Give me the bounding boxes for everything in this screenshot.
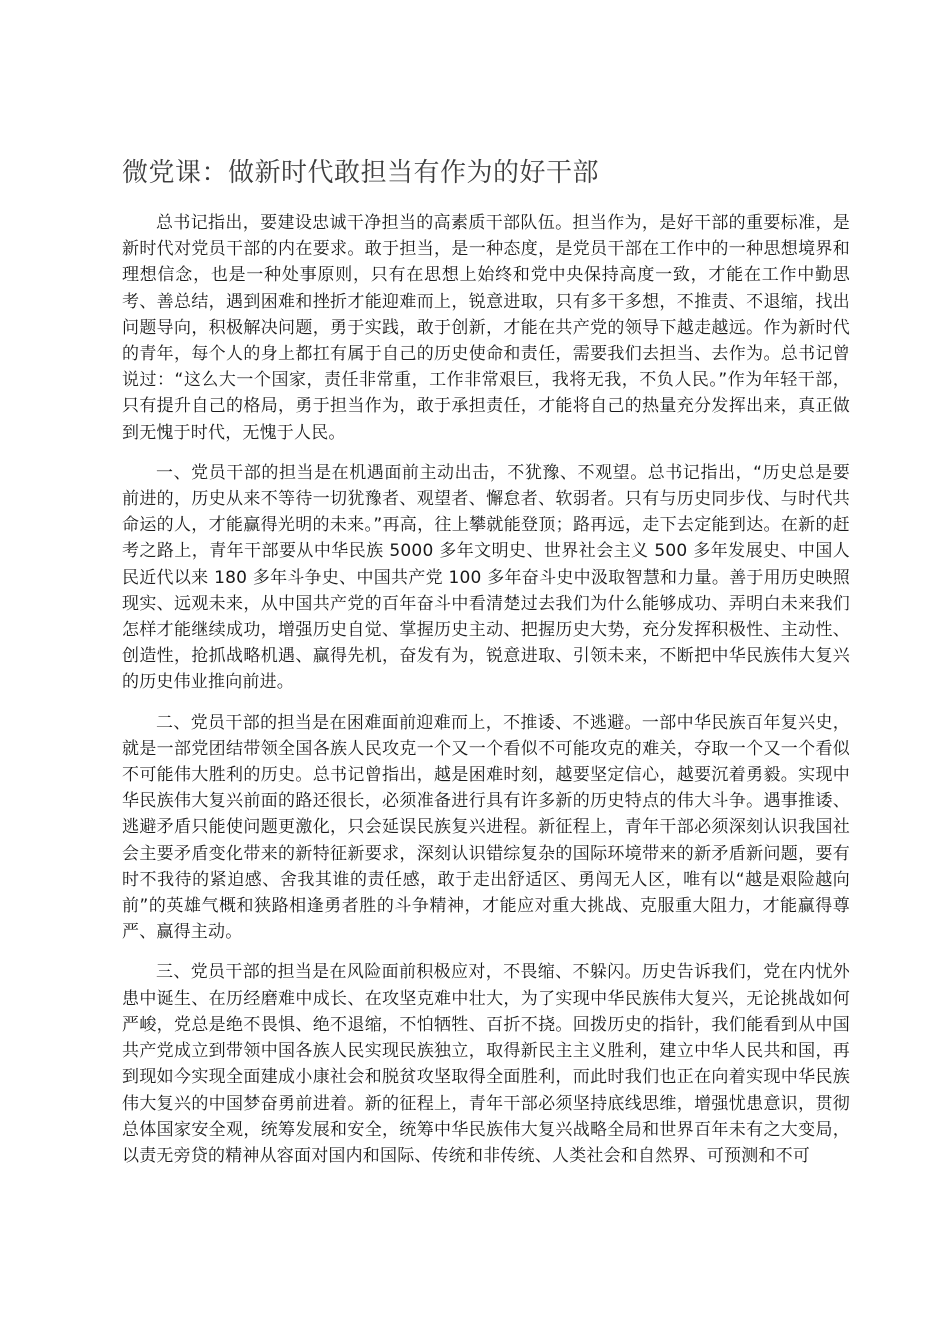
paragraph-section-two: 二、党员干部的担当是在困难面前迎难而上，不推诿、不逃避。一部中华民族百年复兴史，就是一部党团结带领全国各族人民攻克一个又一个看似不可能攻克的难关，夺取一个又一个看似不可能伟大胜利的历史。总书记曾指出，越是困难时刻，越要坚定信心，越要沉着勇毅。实现中华民族伟大复兴前面的路还很长，必须准备进行具有许多新的历史特点的伟大斗争。遇事推诿、逃避矛盾只能使问题更激化，只会延误民族复兴进程。新征程上，青年干部必须深刻认识我国社会主要矛盾变化带来的新特征新要求，深刻认识错综复杂的国际环境带来的新矛盾新问题，要有时不我待的紧迫感、舍我其谁的责任感，敢于走出舒适区、勇闯无人区，唯有以“越是艰险越向前”的英雄气概和狭路相逢勇者胜的斗争精神，才能应对重大挑战、克服重大阻力，才能赢得尊严、赢得主动。 [122,712,850,943]
document-title: 微党课：做新时代敢担当有作为的好干部 [122,158,600,188]
document-page [122,150,850,1169]
paragraph-intro: 总书记指出，要建设忠诚干净担当的高素质干部队伍。担当作为，是好干部的重要标准，是新时代对党员干部的内在要求。敢于担当，是一种态度，是党员干部在工作中的一种思想境界和理想信念，也是一种处事原则，只有在思想上始终和党中央保持高度一致，才能在工作中勤思考、善总结，遇到困难和挫折才能迎难而上，锐意进取，只有多干多想，不推责、不退缩，找出问题导向，积极解决问题，勇于实践，敢于创新，才能在共产党的领导下越走越远。作为新时代的青年，每个人的身上都扛有属于自己的历史使命和责任，需要我们去担当、去作为。总书记曾说过：“这么大一个国家，责任非常重，工作非常艰巨，我将无我，不负人民。”作为年轻干部，只有提升自己的格局，勇于担当作为，敢于承担责任，才能将自己的热量充分发挥出来，真正做到无愧于时代，无愧于人民。 [122,213,850,443]
paragraph-section-one: 一、党员干部的担当是在机遇面前主动出击，不犹豫、不观望。总书记指出，“历史总是要前进的，历史从来不等待一切犹豫者、观望者、懈怠者、软弱者。只有与历史同步伐、与时代共命运的人，才能赢得光明的未来。”再高，往上攀就能登顶；路再远，走下去定能到达。在新的赶考之路上，青年干部要从中华民族 5000 多年文明史、世界社会主义 500 多年发展史、中国人民近代以来 180 多年斗争史、中国共产党 100 多年奋斗史中汲取智慧和力量。善于用历史映照现实、远观未来，从中国共产党的百年奋斗中看清楚过去我们为什么能够成功、弄明白未来我们怎样才能继续成功，增强历史自觉、掌握历史主动、把握历史大势，充分发挥积极性、主动性、创造性，抢抓战略机遇、赢得先机，奋发有为，锐意进取、引领未来，不断把中华民族伟大复兴的历史伟业推向前进。 [122,462,850,693]
paragraph-section-three: 三、党员干部的担当是在风险面前积极应对，不畏缩、不躲闪。历史告诉我们，党在内忧外患中诞生、在历经磨难中成长、在攻坚克难中壮大，为了实现中华民族伟大复兴，无论挑战如何严峻，党总是绝不畏惧、绝不退缩，不怕牺牲、百折不挠。回拨历史的指针，我们能看到从中国共产党成立到带领中国各族人民实现民族独立，取得新民主主义胜利，建立中华人民共和国，再到现如今实现全面建成小康社会和脱贫攻坚取得全面胜利，而此时我们也正在向着实现中华民族伟大复兴的中国梦奋勇前进着。新的征程上，青年干部必须坚持底线思维，增强忧患意识，贯彻总体国家安全观，统筹发展和安全，统筹中华民族伟大复兴战略全局和世界百年未有之大变局，以责无旁贷的精神从容面对国内和国际、传统和非传统、人类社会和自然界、可预测和不可 [122,962,850,1166]
